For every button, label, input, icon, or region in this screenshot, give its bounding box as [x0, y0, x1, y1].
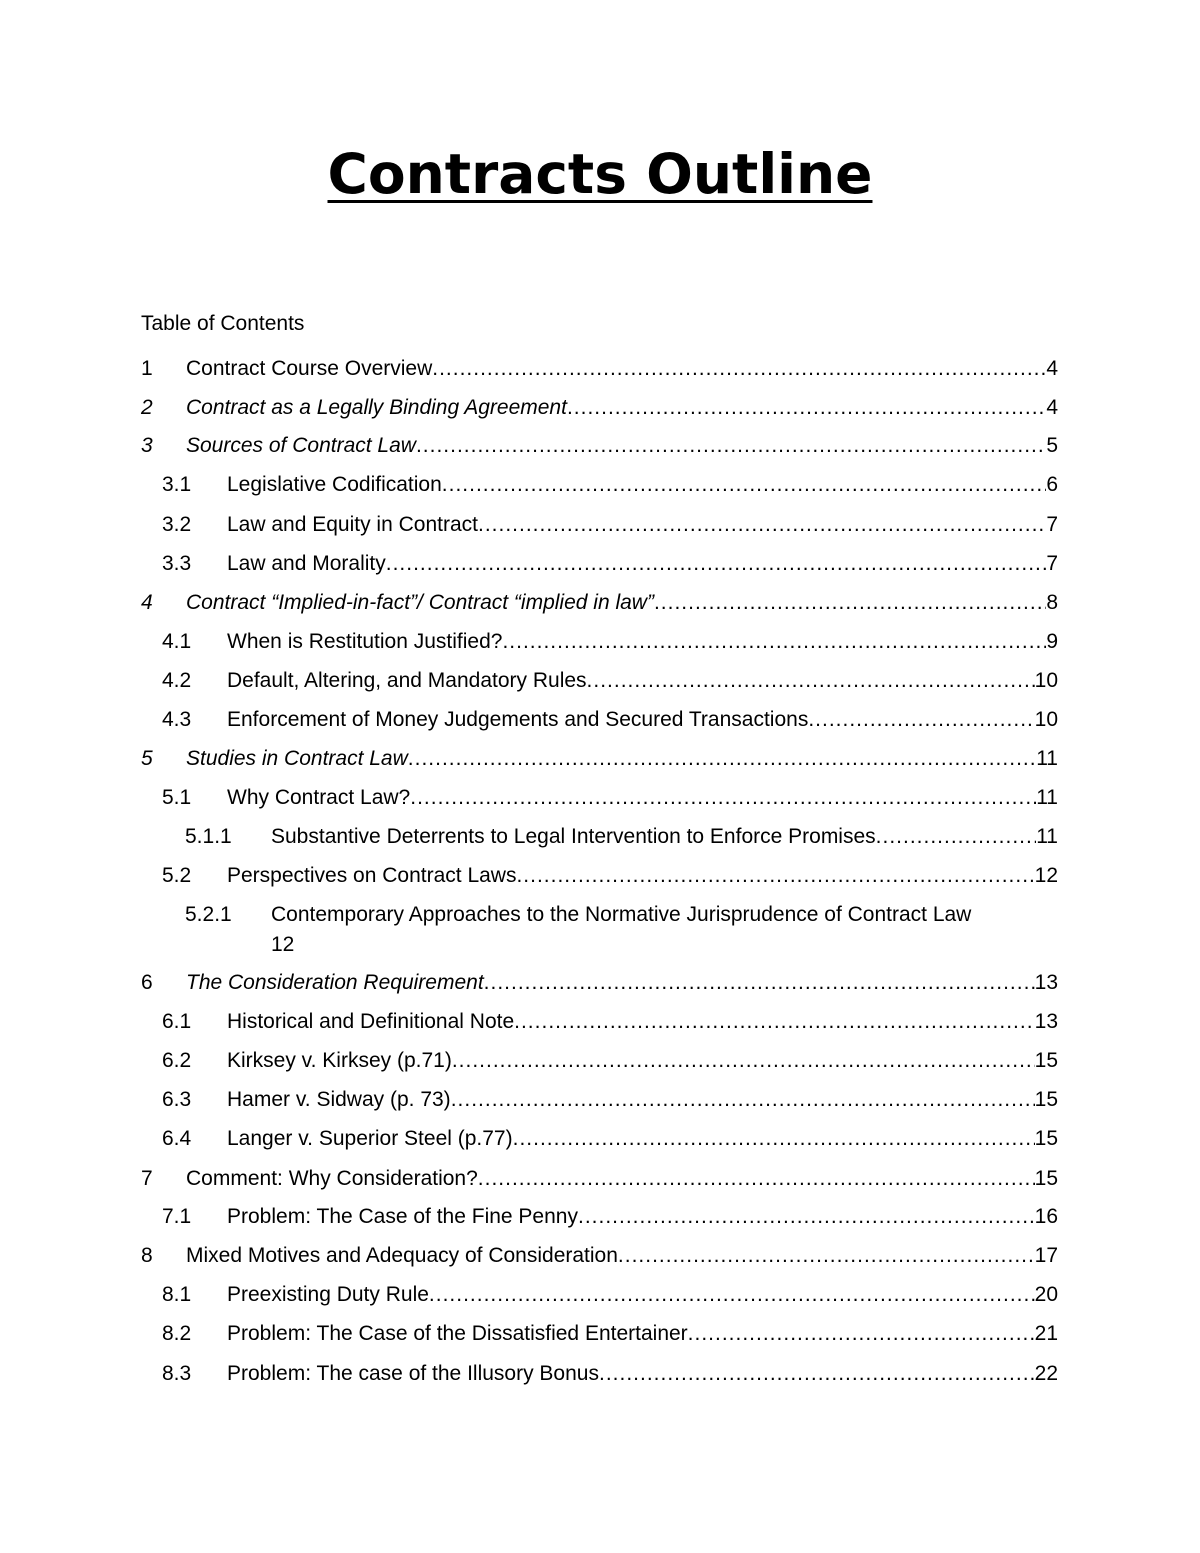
toc-entry[interactable] [141, 588, 1058, 618]
toc-entry-label: Substantive Deterrents to Legal Intervention to Enforce Promises [271, 822, 876, 852]
toc-entry[interactable] [141, 1241, 1058, 1271]
toc-entry-label: The Consideration Requirement [186, 968, 484, 998]
toc-entry-page: 10 [1035, 705, 1058, 735]
toc-entry-number: 4.1 [162, 630, 192, 653]
toc-entry-number: 5.2.1 [185, 903, 232, 926]
toc-entry-label: Contract “Implied-in-fact”/ Contract “implied in law” [186, 588, 654, 618]
toc-entry-page: 13 [1035, 968, 1058, 998]
toc-entry-number: 7 [141, 1167, 153, 1190]
toc-entry-page: 10 [1035, 666, 1058, 696]
toc-leader-dots [452, 1046, 1035, 1076]
toc-entry-number: 3 [141, 434, 153, 457]
toc-entry-label: Contract as a Legally Binding Agreement [186, 393, 567, 423]
toc-entry-number: 3.2 [162, 513, 192, 536]
toc-leader-dots [478, 1164, 1035, 1194]
toc-leader-dots [442, 470, 1047, 500]
toc-leader-dots [432, 354, 1046, 384]
toc-entry[interactable] [141, 1085, 1058, 1115]
toc-entry-label: Legislative Codification [227, 470, 442, 500]
document-title: Contracts Outline [327, 142, 873, 206]
toc-entry-number: 5.1 [162, 786, 192, 809]
toc-entry-label: Problem: The Case of the Dissatisfied Entertainer [227, 1319, 688, 1349]
toc-entry-label: Studies in Contract Law [186, 744, 408, 774]
toc-entry-page: 22 [1035, 1359, 1058, 1389]
toc-leader-dots [410, 783, 1036, 813]
toc-entry[interactable] [141, 431, 1058, 461]
toc-entry[interactable] [141, 1319, 1058, 1349]
toc-entry-number: 6.2 [162, 1049, 192, 1072]
toc-entry-number: 3.3 [162, 552, 192, 575]
toc-entry-label: Enforcement of Money Judgements and Secured Transactions [227, 705, 808, 735]
toc-entry-label: Langer v. Superior Steel (p.77) [227, 1124, 513, 1154]
toc-entry-page: 6 [1046, 470, 1058, 500]
toc-entry[interactable] [141, 968, 1058, 998]
toc-entry-page: 4 [1046, 393, 1058, 423]
toc-entry-label: Default, Altering, and Mandatory Rules [227, 666, 587, 696]
toc-entry[interactable] [141, 1359, 1058, 1389]
toc-entry-label: Historical and Definitional Note [227, 1007, 514, 1037]
toc-entry-page: 12 [1035, 861, 1058, 891]
toc-leader-dots [502, 627, 1046, 657]
toc-entry[interactable] [141, 666, 1058, 696]
toc-entry-label: Hamer v. Sidway (p. 73) [227, 1085, 451, 1115]
toc-entry-number: 8.2 [162, 1322, 192, 1345]
toc-entry-page: 15 [1035, 1085, 1058, 1115]
toc-entry[interactable] [141, 705, 1058, 735]
toc-entry-page: 11 [1036, 744, 1058, 774]
toc-entry-page: 11 [1036, 783, 1058, 813]
toc-entry-label: Problem: The case of the Illusory Bonus [227, 1359, 599, 1389]
toc-entry[interactable] [141, 783, 1058, 813]
toc-entry[interactable] [141, 354, 1058, 384]
toc-entry-label: Problem: The Case of the Fine Penny [227, 1202, 578, 1232]
toc-leader-dots [451, 1085, 1035, 1115]
toc-leader-dots [567, 393, 1046, 423]
toc-entry[interactable] [141, 1046, 1058, 1076]
toc-leader-dots [429, 1280, 1035, 1310]
toc-entry-page: 16 [1035, 1202, 1058, 1232]
toc-entry-number: 6.3 [162, 1088, 192, 1111]
toc-entry[interactable] [141, 1164, 1058, 1194]
toc-leader-dots [513, 1124, 1035, 1154]
toc-leader-dots [578, 1202, 1035, 1232]
toc-leader-dots [386, 549, 1047, 579]
toc-entry-page: 4 [1046, 354, 1058, 384]
toc-leader-dots [484, 968, 1035, 998]
toc-entry-page: 21 [1035, 1319, 1058, 1349]
toc-entry-number: 4 [141, 591, 153, 614]
toc-entry-label: Perspectives on Contract Laws [227, 861, 516, 891]
toc-entry[interactable] [141, 1280, 1058, 1310]
toc-entry-page: 7 [1046, 549, 1058, 579]
toc-heading: Table of Contents [141, 312, 305, 335]
toc-leader-dots [416, 431, 1046, 461]
toc-entry-page: 12 [271, 930, 1058, 960]
toc-entry[interactable] [141, 470, 1058, 500]
toc-leader-dots [587, 666, 1035, 696]
toc-entry-label: Contemporary Approaches to the Normative Jurisprudence of Contract Law [271, 900, 1058, 930]
toc-entry[interactable] [141, 627, 1058, 657]
toc-entry-page: 13 [1035, 1007, 1058, 1037]
toc-entry-label: Sources of Contract Law [186, 431, 416, 461]
toc-entry-label: Why Contract Law? [227, 783, 410, 813]
toc-entry-number: 2 [141, 396, 153, 419]
toc-entry[interactable] [141, 510, 1058, 540]
toc-entry-label: Law and Morality [227, 549, 386, 579]
toc-entry[interactable] [141, 744, 1058, 774]
toc-entry-number: 4.2 [162, 669, 192, 692]
toc-entry-label: Kirksey v. Kirksey (p.71) [227, 1046, 452, 1076]
toc-entry-page: 7 [1046, 510, 1058, 540]
toc-entry-page: 15 [1035, 1046, 1058, 1076]
toc-entry-number: 6.4 [162, 1127, 192, 1150]
toc-entry[interactable] [141, 1007, 1058, 1037]
toc-leader-dots [599, 1359, 1035, 1389]
toc-entry-page: 5 [1046, 431, 1058, 461]
toc-entry-number: 8.1 [162, 1283, 192, 1306]
toc-entry-number: 8 [141, 1244, 153, 1267]
toc-entry-page: 15 [1035, 1164, 1058, 1194]
toc-leader-dots [876, 822, 1037, 852]
toc-leader-dots [808, 705, 1034, 735]
toc-entry[interactable] [141, 822, 1058, 852]
toc-entry-number: 3.1 [162, 473, 192, 496]
toc-entry-number: 1 [141, 357, 153, 380]
toc-leader-dots [478, 510, 1046, 540]
toc-leader-dots [408, 744, 1036, 774]
toc-leader-dots [688, 1319, 1035, 1349]
toc-entry[interactable] [141, 900, 1058, 960]
toc-entry-number: 4.3 [162, 708, 192, 731]
toc-entry-number: 5 [141, 747, 153, 770]
toc-entry-label: When is Restitution Justified? [227, 627, 502, 657]
toc-entry[interactable] [141, 393, 1058, 423]
toc-leader-dots [654, 588, 1046, 618]
toc-entry-page: 9 [1046, 627, 1058, 657]
toc-entry[interactable] [141, 1124, 1058, 1154]
toc-entry-label: Law and Equity in Contract [227, 510, 478, 540]
toc-entry-label: Comment: Why Consideration? [186, 1164, 478, 1194]
toc-leader-dots [618, 1241, 1035, 1271]
toc-leader-dots [516, 861, 1034, 891]
toc-entry[interactable] [141, 549, 1058, 579]
toc-entry-page: 20 [1035, 1280, 1058, 1310]
toc-entry-label: Contract Course Overview [186, 354, 432, 384]
toc-entry-number: 8.3 [162, 1362, 192, 1385]
toc-entry-number: 5.1.1 [185, 825, 232, 848]
toc-entry[interactable] [141, 861, 1058, 891]
toc-entry-number: 7.1 [162, 1205, 192, 1228]
toc-entry-page: 17 [1035, 1241, 1058, 1271]
toc-entry-label: Mixed Motives and Adequacy of Consideration [186, 1241, 618, 1271]
toc-entry-number: 5.2 [162, 864, 192, 887]
toc-entry-number: 6.1 [162, 1010, 192, 1033]
toc-entry-page: 15 [1035, 1124, 1058, 1154]
toc-leader-dots [514, 1007, 1035, 1037]
toc-entry-page: 8 [1046, 588, 1058, 618]
toc-entry-label: Preexisting Duty Rule [227, 1280, 429, 1310]
toc-entry-number: 6 [141, 971, 153, 994]
toc-entry-page: 11 [1036, 822, 1058, 852]
toc-entry[interactable] [141, 1202, 1058, 1232]
table-of-contents [141, 0, 1058, 1553]
